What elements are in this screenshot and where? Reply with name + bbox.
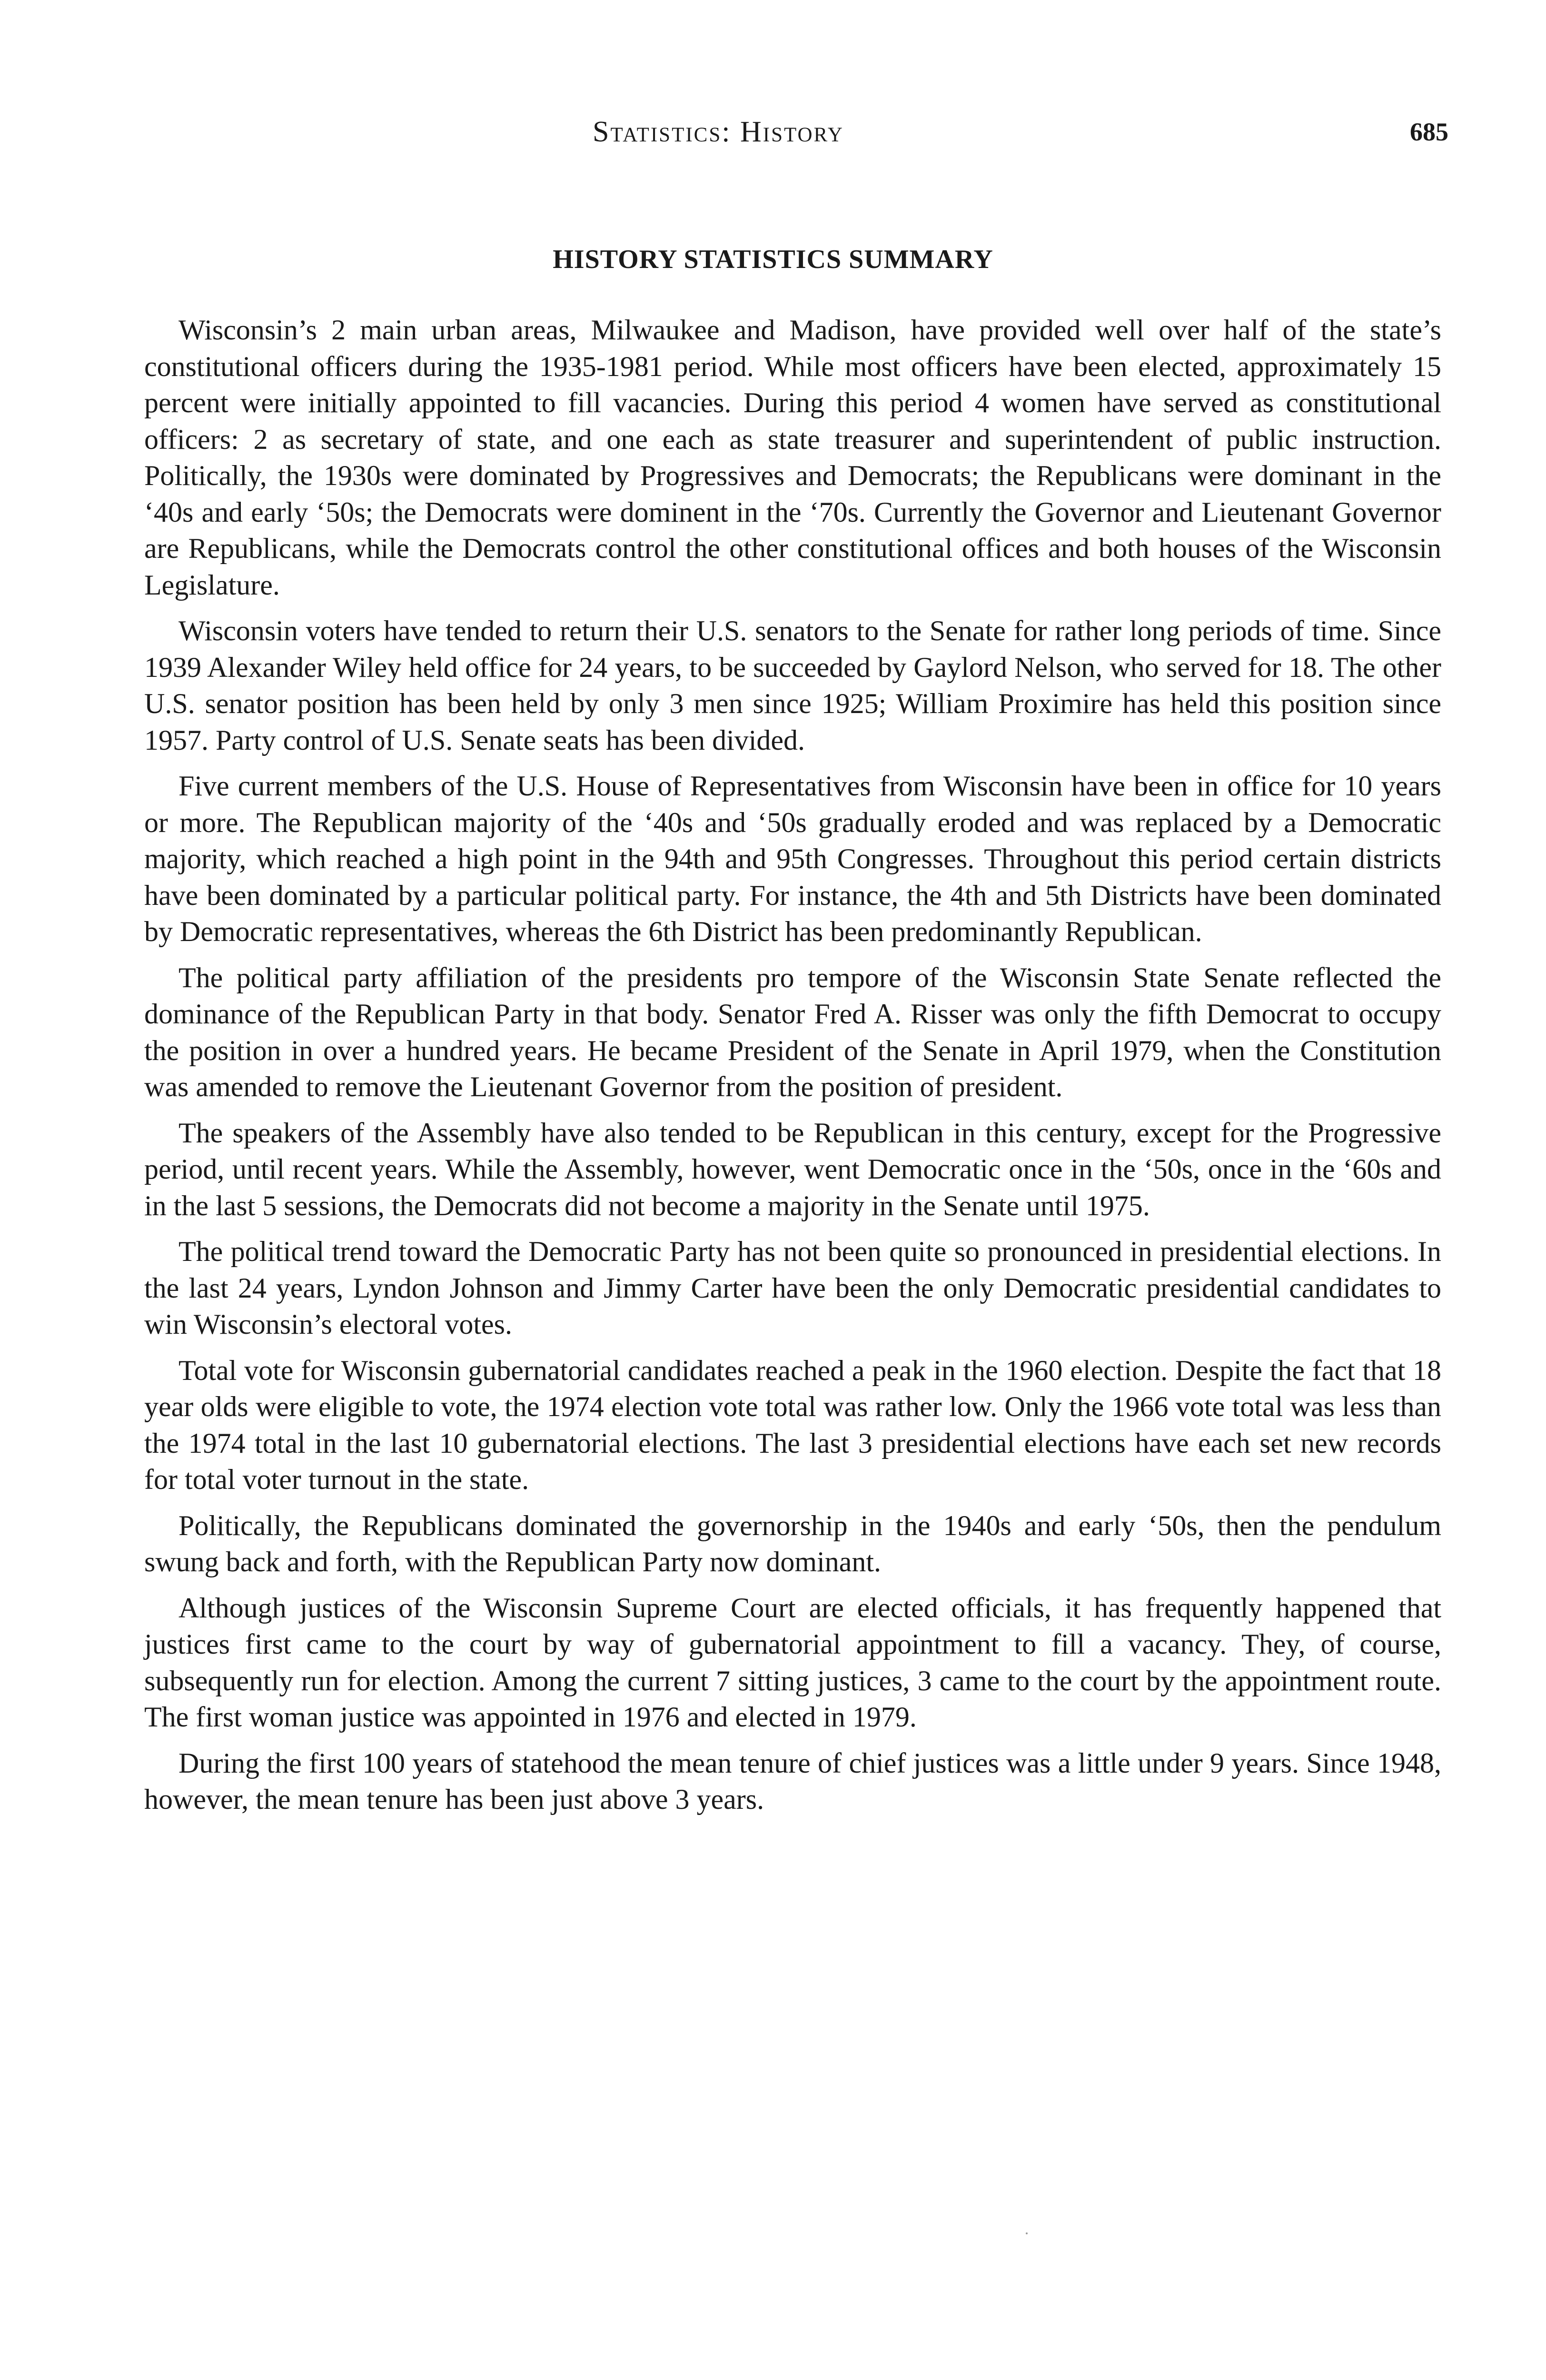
paragraph-presidential-elections: The political trend toward the Democratic Party has not been quite so pronounced in presidential elections. In the last 24 years, Lyndon Johnson and Jimmy Carter have been the only Democratic presidential candidates to win Wisconsin’s electoral votes. <box>144 1236 1441 1340</box>
page-number: 685 <box>1410 118 1448 146</box>
summary-body <box>144 312 1441 1827</box>
summary-heading: HISTORY STATISTICS SUMMARY <box>553 245 993 274</box>
paragraph-house-representatives: Five current members of the U.S. House of Representatives from Wisconsin have been in office for 10 years or more. The Republican majority of the ‘40s and ‘50s gradually eroded and was replaced by a Democratic majority, which reached a high point in the 94th and 95th Congresses. Throughout this period certain districts have been dominated by a particular political party. For instance, the 4th and 5th Districts have been dominated by Democratic representatives, whereas the 6th District has been predominantly Republican. <box>144 770 1441 947</box>
paragraph-chief-justices: During the first 100 years of statehood the mean tenure of chief justices was a little under 9 years. Since 1948, however, the mean tenure has been just above 3 years. <box>144 1747 1441 1815</box>
paragraph-urban-areas: Wisconsin’s 2 main urban areas, Milwaukee and Madison, have provided well over half of the state’s constitutional officers during the 1935-1981 period. While most officers have been elected, approximately 15 percent were initially appointed to fill vacancies. During this period 4 women have served as constitutional officers: 2 as secretary of state, and one each as state treasurer and superintendent of public instruction. Politically, the 1930s were dominated by Progressives and Democrats; the Republicans were dominant in the ‘40s and early ‘50s; the Democrats were dominent in the ‘70s. Currently the Governor and Lieutenant Governor are Republicans, while the Democrats control the other constitutional offices and both houses of the Wisconsin Legislature. <box>144 314 1441 601</box>
paragraph-senate-presidents: The political party affiliation of the presidents pro tempore of the Wisconsin State Senate reflected the dominance of the Republican Party in that body. Senator Fred A. Risser was only the fifth Democrat to occupy the position in over a hundred years. He became President of the Senate in April 1979, when the Constitution was amended to remove the Lieutenant Governor from the position of president. <box>144 962 1441 1102</box>
paragraph-us-senators: Wisconsin voters have tended to return their U.S. senators to the Senate for rather long periods of time. Since 1939 Alexander Wiley held office for 24 years, to be succeeded by Gaylord Nelson, who served for 18. The other U.S. senator position has been held by only 3 men since 1925; William Proximire has held this position since 1957. Party control of U.S. Senate seats has been divided. <box>144 615 1441 756</box>
scan-speck <box>1026 2232 1028 2234</box>
paragraph-assembly-speakers: The speakers of the Assembly have also tended to be Republican in this century, except for the Progressive period, until recent years. While the Assembly, however, went Democratic once in the ‘50s, once in the ‘60s and in the last 5 sessions, the Democrats did not become a majority in the Senate until 1975. <box>144 1117 1441 1221</box>
running-title: Statistics: History <box>593 116 844 148</box>
paragraph-gubernatorial-vote: Total vote for Wisconsin gubernatorial candidates reached a peak in the 1960 election. Despite the fact that 18 year olds were eligible to vote, the 1974 election vote total was rather low. Only the 1966 vote total was less than the 1974 total in the last 10 gubernatorial elections. The last 3 presidential elections have each set new records for total voter turnout in the state. <box>144 1354 1441 1495</box>
running-head <box>0 110 1546 153</box>
paragraph-supreme-court: Although justices of the Wisconsin Supreme Court are elected officials, it has frequently happened that justices first came to the court by way of gubernatorial appointment to fill a vacancy. They, of course, subsequently run for election. Among the current 7 sitting justices, 3 came to the court by the appointment route. The first woman justice was appointed in 1976 and elected in 1979. <box>144 1592 1441 1733</box>
paragraph-governorship: Politically, the Republicans dominated the governorship in the 1940s and early ‘50s, then the pendulum swung back and forth, with the Republican Party now dominant. <box>144 1509 1441 1577</box>
